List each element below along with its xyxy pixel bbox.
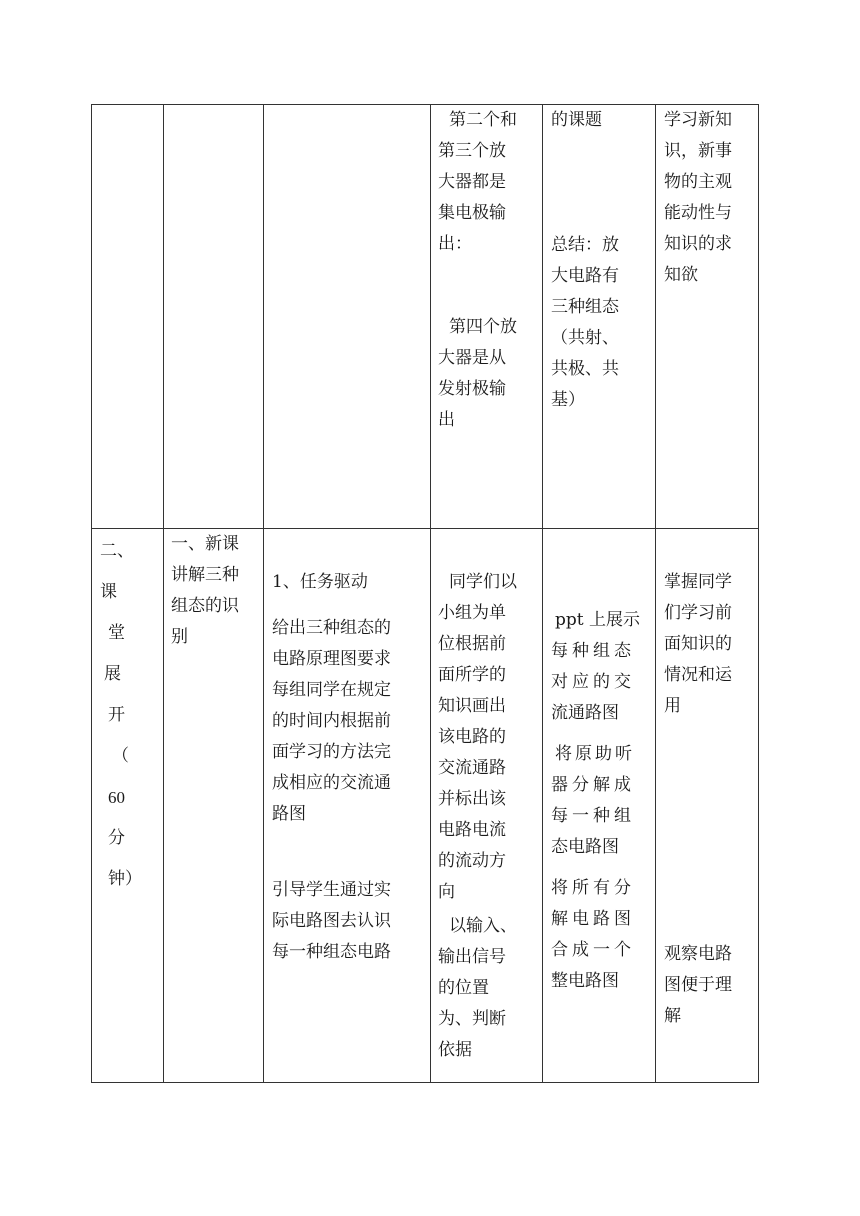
text-block: 学习新知 识，新事 物的主观 能动性与 知识的求 知欲 <box>664 110 732 285</box>
text-block: 观察电路 图便于理 解 <box>664 944 732 1026</box>
text-block: 总结：放 大电路有 三种组态 （共射、 共极、共 基） <box>551 235 619 410</box>
table-cell-teacher-summary <box>543 105 656 529</box>
text-block: 将所有分 解电路图 合成一个 整电路图 <box>551 878 635 991</box>
table-cell-student-activity <box>431 529 543 1083</box>
text-block: 将原助听 器分解成 每一种组 态电路图 <box>551 744 635 857</box>
table-cell-teacher-activity <box>264 529 431 1083</box>
table-cell-design-intent <box>656 105 759 529</box>
text-block: 的课题 <box>551 110 602 130</box>
table-cell-content <box>164 529 264 1083</box>
table-cell-stage <box>92 529 164 1083</box>
table-cell-empty <box>92 105 164 529</box>
table-row <box>92 529 759 1083</box>
table-cell-empty <box>264 105 431 529</box>
stage-label: 二、 课 堂 展 开 （ 60 分 钟） <box>100 541 142 889</box>
text-heading: 1、任务驱动 <box>272 572 368 592</box>
text-block: 以输入、 输出信号 的位置 为、判断 依据 <box>438 916 517 1060</box>
table-row <box>92 105 759 529</box>
lesson-plan-table <box>91 104 759 1083</box>
text-block: 一、新课 讲解三种 组态的识 别 <box>171 534 239 647</box>
text-block: 第四个放 大器是从 发射极输 出 <box>438 317 517 430</box>
table-cell-teacher-method <box>543 529 656 1083</box>
table-cell-design-intent <box>656 529 759 1083</box>
text-block: 给出三种组态的 电路原理图要求 每组同学在规定 的时间内根据前 面学习的方法完 成相应的交流通 路图 <box>272 618 391 824</box>
table-cell-student-activity <box>431 105 543 529</box>
table-cell-empty <box>164 105 264 529</box>
text-block: 同学们以 小组为单 位根据前 面所学的 知识画出 该电路的 交流通路 并标出该 电路电流 的流动方 向 <box>438 572 517 902</box>
text-block: ppt 上展示 每种组态 对应的交 流通路图 <box>551 610 640 723</box>
text-block: 第二个和 第三个放 大器都是 集电极输 出： <box>438 110 517 254</box>
text-block: 引导学生通过实 际电路图去认识 每一种组态电路 <box>272 880 391 962</box>
text-block: 掌握同学 们学习前 面知识的 情况和运 用 <box>664 572 732 716</box>
